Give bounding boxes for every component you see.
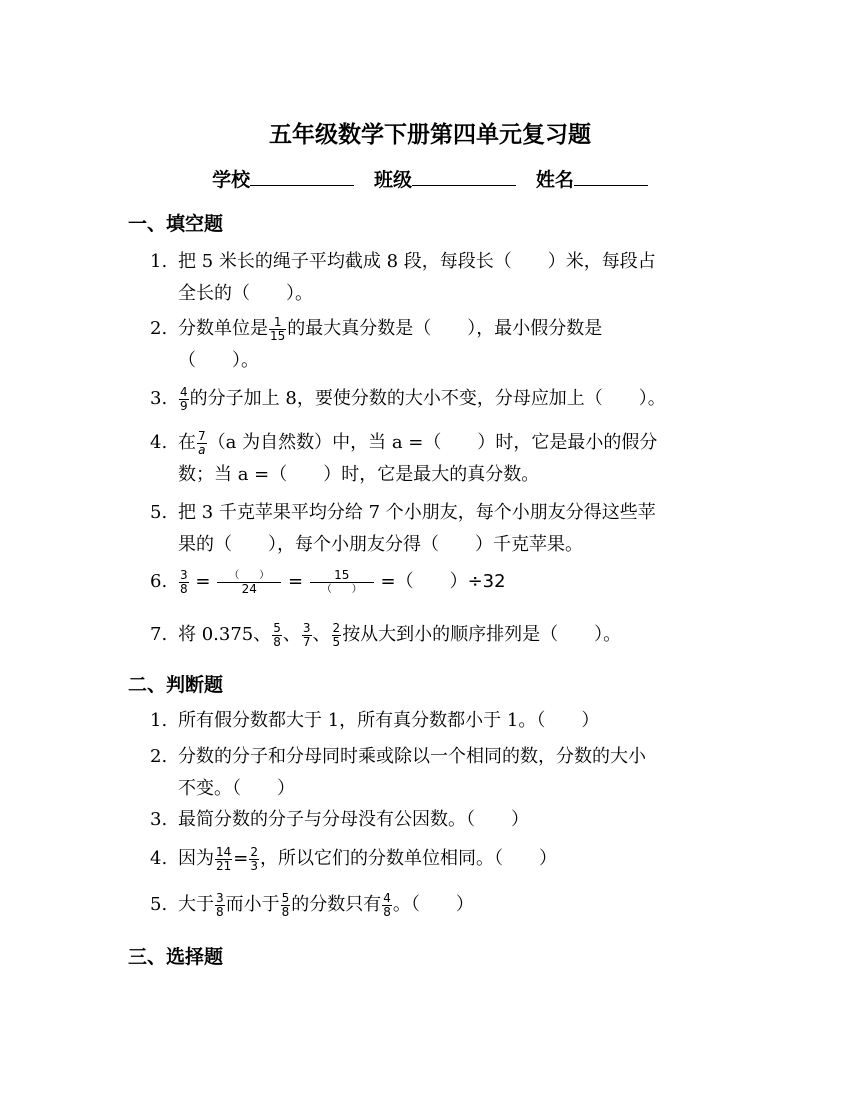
fraction: $\frac{2}{3}$ <box>250 844 259 873</box>
fraction: $\frac{15}{( )}$ <box>310 569 374 596</box>
fraction: $\frac{7}{a}$ <box>198 428 206 457</box>
name-label: 姓名 <box>535 169 574 191</box>
question-1-5: 5. 把 3 千克苹果平均分给 7 个小朋友，每个小朋友分得这些苹 果的（ ），每个小朋友分得（ ）千克苹果。 <box>150 502 656 555</box>
question-2-3: 3. 最简分数的分子与分母没有公因数。（ ） <box>150 809 529 830</box>
fraction: $\frac{3}{7}$ <box>302 620 311 649</box>
class-label: 班级 <box>373 169 412 191</box>
question-1-7: 7. 将 0.375、 $\frac{5}{8}$ 、 $\frac{3}{7}$ 、 $\frac{2}{5}$ 按从大到小的顺序排列是（ ）。 <box>150 620 622 649</box>
question-1-4: 4. 在 $\frac{7}{a}$ （a 为自然数）中，当 a =（ ）时，它是最小的假分 数；当 a =（ ）时，它是最大的真分数。 <box>150 428 658 485</box>
student-info-line <box>0 165 860 192</box>
school-blank[interactable] <box>250 167 354 186</box>
fraction: $\frac{3}{8}$ <box>180 567 188 596</box>
question-1-3: 3. $\frac{4}{9}$ 的分子加上 8，要使分数的大小不变，分母应加上（ ）。 <box>150 384 666 413</box>
fraction: $\frac{4}{9}$ <box>180 384 188 413</box>
question-2-2: 2. 分数的分子和分母同时乘或除以一个相同的数，分数的大小 不变。（ ） <box>150 746 646 799</box>
fraction: $\frac{5}{8}$ <box>273 620 281 649</box>
question-1-2: 2. 分数单位是 $\frac{1}{15}$ 的最大真分数是（ ），最小假分数是 （ ）。 <box>150 314 603 371</box>
page-title: 五年级数学下册第四单元复习题 <box>269 122 591 148</box>
question-1-1: 1. 把 5 米长的绳子平均截成 8 段，每段长（ ）米，每段占 全长的（ ）。 <box>150 251 656 304</box>
class-blank[interactable] <box>412 167 516 186</box>
section-heading-fill-blank: 一、填空题 <box>128 213 224 235</box>
fraction: $\frac{14}{21}$ <box>216 844 232 873</box>
fraction: $\frac{3}{8}$ <box>216 890 224 919</box>
question-2-1: 1. 所有假分数都大于 1，所有真分数都小于 1。（ ） <box>150 710 600 731</box>
fraction: $\frac{( )}{24}$ <box>217 569 281 596</box>
school-label: 学校 <box>212 169 251 191</box>
fraction: $\frac{4}{8}$ <box>383 890 391 919</box>
question-2-5: 5. 大于 $\frac{3}{8}$ 而小于 $\frac{5}{8}$ 的分数只有 $\frac{4}{8}$ 。（ ） <box>150 890 474 919</box>
fraction: $\frac{5}{8}$ <box>281 890 290 919</box>
question-2-4: 4. 因为 $\frac{14}{21}$ = $\frac{2}{3}$ ，所以它们的分数单位相同。（ ） <box>150 844 558 873</box>
name-blank[interactable] <box>574 167 648 186</box>
section-heading-multiple-choice: 三、选择题 <box>128 946 224 968</box>
fraction: $\frac{2}{5}$ <box>332 620 341 649</box>
question-1-6: 6. $\frac{3}{8}$ = $\frac{( )}{24}$ = $\frac{15}{( )}$ =（ ）÷32 <box>150 567 506 596</box>
fraction: $\frac{1}{15}$ <box>270 314 286 343</box>
section-heading-true-false: 二、判断题 <box>128 674 224 696</box>
